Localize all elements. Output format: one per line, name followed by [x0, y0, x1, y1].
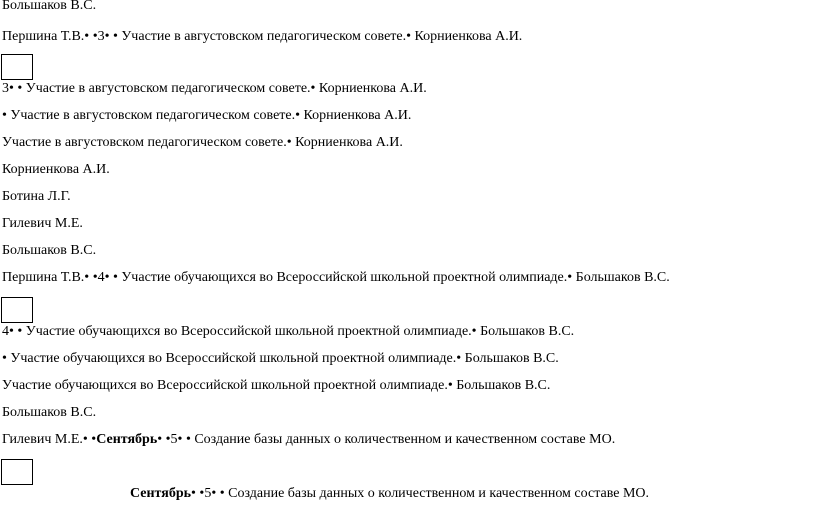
text-line: Першина Т.В.• •4• • Участие обучающихся во Всероссийской школьной проектной олимпиаде.• Большаков В.С. — [2, 270, 670, 285]
text-line — [130, 486, 649, 502]
text-line: 4• • Участие обучающихся во Всероссийской школьной проектной олимпиаде.• Большаков В.С. — [2, 324, 575, 339]
text-line: Участие обучающихся во Всероссийской школьной проектной олимпиаде.• Большаков В.С. — [2, 378, 551, 393]
line-suffix: • •5• • Создание базы данных о количественном и качественном составе МО. — [191, 486, 649, 501]
text-line: Большаков В.С. — [2, 243, 97, 258]
text-line: Большаков В.С. — [2, 0, 97, 13]
text-line: Корниенкова А.И. — [2, 162, 110, 177]
text-line — [2, 432, 615, 448]
text-line: Ботина Л.Г. — [2, 189, 71, 204]
text-line: Першина Т.В.• •3• • Участие в августовском педагогическом совете.• Корниенкова А.И. — [2, 29, 523, 44]
text-line: Гилевич М.Е. — [2, 216, 83, 231]
text-line: Участие в августовском педагогическом совете.• Корниенкова А.И. — [2, 135, 403, 150]
text-line: • Участие обучающихся во Всероссийской школьной проектной олимпиаде.• Большаков В.С. — [2, 351, 559, 366]
text-line: Большаков В.С. — [2, 405, 97, 420]
month-label: Сентябрь — [96, 432, 158, 447]
text-line: 3• • Участие в августовском педагогическом совете.• Корниенкова А.И. — [2, 81, 427, 96]
empty-table-cell — [1, 459, 33, 485]
empty-table-cell — [1, 297, 33, 323]
month-label: Сентябрь — [130, 486, 192, 501]
text-line: • Участие в августовском педагогическом совете.• Корниенкова А.И. — [2, 108, 412, 123]
empty-table-cell — [1, 54, 33, 80]
line-prefix: Гилевич М.Е.• • — [2, 432, 97, 447]
line-suffix: • •5• • Создание базы данных о количественном и качественном составе МО. — [157, 432, 616, 447]
